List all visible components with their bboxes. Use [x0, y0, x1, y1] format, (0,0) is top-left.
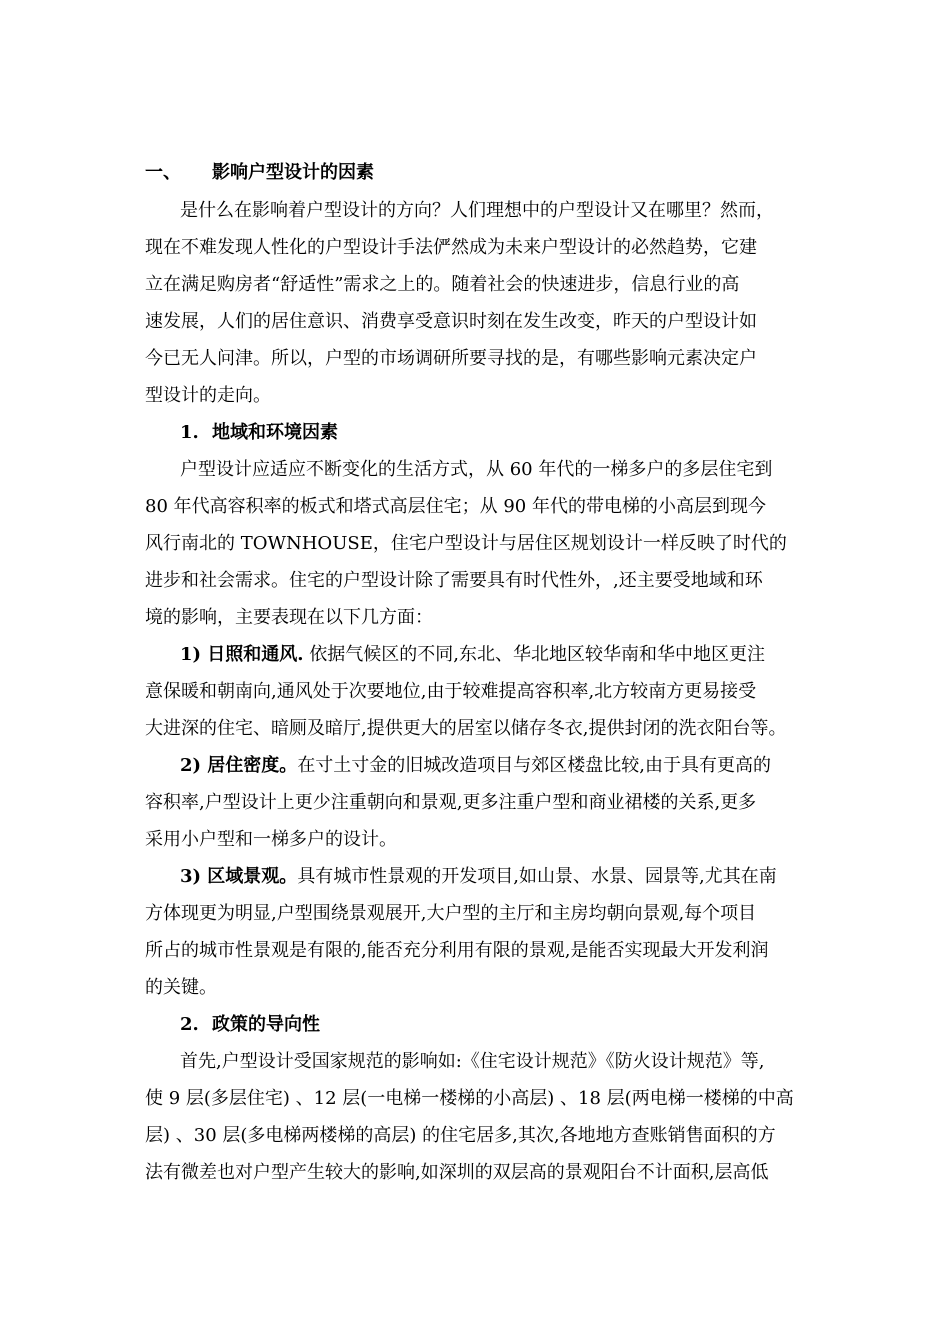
paragraph-line: 速发展，人们的居住意识、消费享受意识时刻在发生改变，昨天的户型设计如: [145, 311, 757, 332]
paragraph-line: 意保暖和朝南向,通风处于次要地位,由于较难提高容积率,北方较南方更易接受: [145, 681, 757, 702]
paragraph-line: 大进深的住宅、暗厕及暗厅,提供更大的居室以储存冬衣,提供封闭的洗衣阳台等。: [145, 718, 787, 739]
paragraph-line: 是什么在影响着户型设计的方向？人们理想中的户型设计又在哪里？然而，: [180, 200, 774, 221]
point-text: 具有城市性景观的开发项目,如山景、水景、园景等,尤其在南: [297, 866, 777, 887]
paragraph-line: 使 9 层(多层住宅) 、12 层(一电梯一楼梯的小高层) 、18 层(两电梯一楼梯的中高: [145, 1088, 794, 1109]
point-text: 在寸土寸金的旧城改造项目与郊区楼盘比较,由于具有更高的: [297, 755, 772, 776]
point-text: 依据气候区的不同,东北、华北地区较华南和华中地区更注: [303, 644, 766, 665]
point-label: 1) 日照和通风.: [180, 644, 304, 665]
paragraph-line: 立在满足购房者“舒适性”需求之上的。随着社会的快速进步，信息行业的高: [145, 274, 740, 295]
section-title: 影响户型设计的因素: [212, 162, 374, 183]
paragraph-line: 80 年代高容积率的板式和塔式高层住宅；从 90 年代的带电梯的小高层到现今: [145, 496, 766, 517]
paragraph-line: 现在不难发现人性化的户型设计手法俨然成为未来户型设计的必然趋势，它建: [145, 237, 757, 258]
paragraph-line: 的关键。: [145, 977, 217, 998]
subsection-number: 1.: [180, 422, 199, 443]
paragraph-line: 风行南北的 TOWNHOUSE，住宅户型设计与居住区规划设计一样反映了时代的: [145, 533, 787, 554]
paragraph-line: 方体现更为明显,户型围绕景观展开,大户型的主厅和主房均朝向景观,每个项目: [145, 903, 757, 924]
point-line: [180, 643, 817, 667]
point-line: [180, 754, 817, 778]
point-line: [180, 865, 817, 889]
paragraph-line: 境的影响，主要表现在以下几方面：: [145, 607, 433, 628]
paragraph-line: 法有微差也对户型产生较大的影响,如深圳的双层高的景观阳台不计面积,层高低: [145, 1162, 769, 1183]
point-label: 3) 区域景观。: [180, 866, 298, 887]
subsection-title: 地域和环境因素: [212, 422, 338, 443]
paragraph-line: 今已无人问津。所以，户型的市场调研所要寻找的是，有哪些影响元素决定户: [145, 348, 757, 369]
section-number: 一、: [145, 162, 181, 183]
paragraph-line: 进步和社会需求。住宅的户型设计除了需要具有时代性外，,还主要受地域和环: [145, 570, 763, 591]
subsection-title: 政策的导向性: [212, 1014, 320, 1035]
paragraph-line: 采用小户型和一梯多户的设计。: [145, 829, 397, 850]
paragraph-line: 层) 、30 层(多电梯两楼梯的高层) 的住宅居多,其次,各地地方查账销售面积的方: [145, 1125, 776, 1146]
paragraph-line: 首先,户型设计受国家规范的影响如:《住宅设计规范》《防火设计规范》等,: [180, 1051, 765, 1072]
point-label: 2) 居住密度。: [180, 755, 298, 776]
subsection-number: 2.: [180, 1014, 199, 1035]
paragraph-line: 型设计的走向。: [145, 385, 271, 406]
paragraph-line: 容积率,户型设计上更少注重朝向和景观,更多注重户型和商业裙楼的关系,更多: [145, 792, 757, 813]
paragraph-line: 所占的城市性景观是有限的,能否充分利用有限的景观,是能否实现最大开发利润: [145, 940, 769, 961]
paragraph-line: 户型设计应适应不断变化的生活方式，从 60 年代的一梯多户的多层住宅到: [180, 459, 773, 480]
